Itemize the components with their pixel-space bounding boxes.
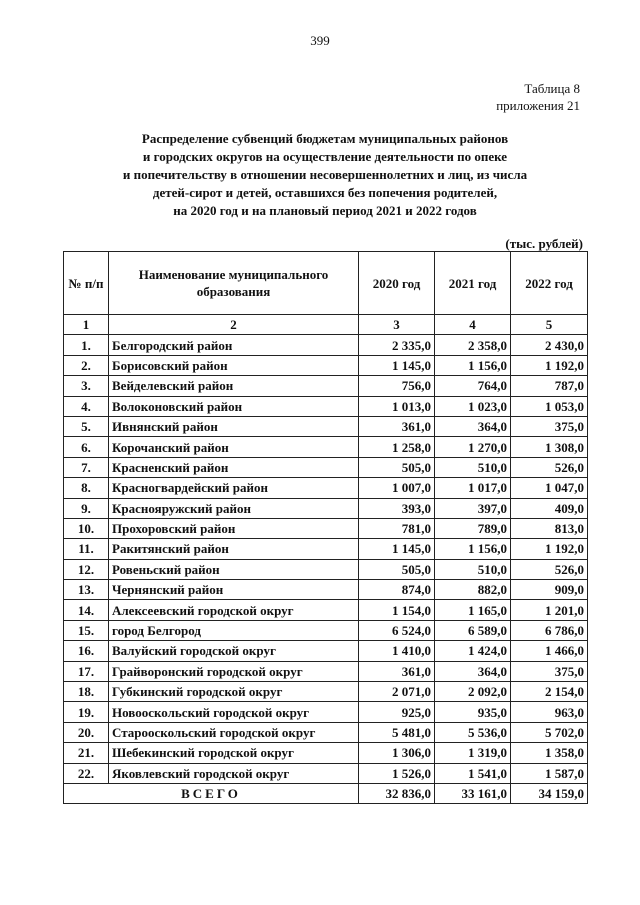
header-row [64, 252, 588, 315]
row-number: 20. [64, 722, 109, 742]
value-2020: 505,0 [359, 559, 435, 579]
value-2021: 1 023,0 [435, 396, 511, 416]
total-2021: 33 161,0 [435, 783, 511, 803]
value-2021: 1 156,0 [435, 539, 511, 559]
table-row [64, 763, 588, 783]
value-2020: 1 154,0 [359, 600, 435, 620]
municipality-name: Ракитянский район [109, 539, 359, 559]
value-2021: 1 017,0 [435, 478, 511, 498]
table-row [64, 355, 588, 375]
municipality-name: Яковлевский городской округ [109, 763, 359, 783]
table-label [496, 80, 580, 114]
title-line: и попечительству в отношении несовершеннолетних и лиц, из числа [122, 167, 528, 182]
value-2020: 781,0 [359, 518, 435, 538]
municipality-name: Краснояружский район [109, 498, 359, 518]
row-number: 21. [64, 743, 109, 763]
table-label-line1: Таблица 8 [524, 81, 580, 96]
table-row [64, 559, 588, 579]
value-2020: 1 306,0 [359, 743, 435, 763]
value-2022: 1 466,0 [511, 641, 588, 661]
row-number: 2. [64, 355, 109, 375]
value-2021: 510,0 [435, 559, 511, 579]
value-2022: 1 358,0 [511, 743, 588, 763]
row-number: 17. [64, 661, 109, 681]
value-2020: 393,0 [359, 498, 435, 518]
row-number: 9. [64, 498, 109, 518]
header-2022: 2022 год [511, 252, 588, 315]
municipality-name: Белгородский район [109, 335, 359, 355]
value-2022: 909,0 [511, 580, 588, 600]
value-2020: 2 071,0 [359, 682, 435, 702]
total-2020: 32 836,0 [359, 783, 435, 803]
municipality-name: Красногвардейский район [109, 478, 359, 498]
value-2020: 1 410,0 [359, 641, 435, 661]
table-row [64, 396, 588, 416]
value-2020: 361,0 [359, 661, 435, 681]
municipality-name: Ровеньский район [109, 559, 359, 579]
value-2022: 526,0 [511, 559, 588, 579]
value-2020: 6 524,0 [359, 620, 435, 640]
row-number: 1. [64, 335, 109, 355]
title-line: детей-сирот и детей, оставшихся без попечения родителей, [152, 185, 498, 200]
value-2022: 409,0 [511, 498, 588, 518]
municipality-name: Грайворонский городской округ [109, 661, 359, 681]
value-2020: 925,0 [359, 702, 435, 722]
document-title [60, 130, 590, 220]
table-row [64, 682, 588, 702]
title-line: и городских округов на осуществление деятельности по опеке [142, 149, 508, 164]
value-2022: 1 192,0 [511, 539, 588, 559]
header-2020: 2020 год [359, 252, 435, 315]
value-2020: 5 481,0 [359, 722, 435, 742]
value-2022: 963,0 [511, 702, 588, 722]
table-row [64, 376, 588, 396]
value-2020: 1 013,0 [359, 396, 435, 416]
value-2020: 756,0 [359, 376, 435, 396]
value-2021: 5 536,0 [435, 722, 511, 742]
table-row [64, 722, 588, 742]
row-number: 10. [64, 518, 109, 538]
value-2020: 1 145,0 [359, 355, 435, 375]
municipality-name: Борисовский район [109, 355, 359, 375]
value-2021: 364,0 [435, 661, 511, 681]
value-2021: 882,0 [435, 580, 511, 600]
municipality-name: Красненский район [109, 457, 359, 477]
value-2020: 2 335,0 [359, 335, 435, 355]
value-2021: 1 424,0 [435, 641, 511, 661]
row-number: 12. [64, 559, 109, 579]
row-number: 15. [64, 620, 109, 640]
table-row [64, 437, 588, 457]
value-2020: 874,0 [359, 580, 435, 600]
row-number: 13. [64, 580, 109, 600]
table-row [64, 457, 588, 477]
row-number: 11. [64, 539, 109, 559]
table-row [64, 702, 588, 722]
value-2022: 526,0 [511, 457, 588, 477]
value-2020: 1 526,0 [359, 763, 435, 783]
value-2022: 375,0 [511, 661, 588, 681]
municipality-name: Старооскольский городской округ [109, 722, 359, 742]
table-label-line2: приложения 21 [496, 98, 580, 113]
value-2022: 375,0 [511, 416, 588, 436]
row-number: 16. [64, 641, 109, 661]
subsidies-table [63, 251, 588, 804]
table-row [64, 335, 588, 355]
municipality-name: Корочанский район [109, 437, 359, 457]
value-2021: 1 319,0 [435, 743, 511, 763]
value-2022: 2 154,0 [511, 682, 588, 702]
municipality-name: Прохоровский район [109, 518, 359, 538]
header-num: № п/п [64, 252, 109, 315]
table-row [64, 478, 588, 498]
table-row [64, 539, 588, 559]
value-2022: 1 047,0 [511, 478, 588, 498]
column-number: 1 [64, 315, 109, 335]
table-row [64, 743, 588, 763]
value-2022: 813,0 [511, 518, 588, 538]
value-2021: 1 165,0 [435, 600, 511, 620]
table-row [64, 600, 588, 620]
value-2022: 1 053,0 [511, 396, 588, 416]
header-2021: 2021 год [435, 252, 511, 315]
row-number: 18. [64, 682, 109, 702]
total-2022: 34 159,0 [511, 783, 588, 803]
municipality-name: Новооскольский городской округ [109, 702, 359, 722]
column-number: 2 [109, 315, 359, 335]
value-2022: 1 587,0 [511, 763, 588, 783]
value-2022: 1 192,0 [511, 355, 588, 375]
total-label: ВСЕГО [64, 783, 359, 803]
value-2021: 1 270,0 [435, 437, 511, 457]
value-2021: 2 358,0 [435, 335, 511, 355]
municipality-name: Чернянский район [109, 580, 359, 600]
value-2022: 787,0 [511, 376, 588, 396]
value-2022: 5 702,0 [511, 722, 588, 742]
value-2021: 935,0 [435, 702, 511, 722]
column-number: 3 [359, 315, 435, 335]
value-2021: 764,0 [435, 376, 511, 396]
municipality-name: Валуйский городской округ [109, 641, 359, 661]
table-row [64, 641, 588, 661]
units-label: (тыс. рублей) [505, 236, 583, 251]
row-number: 14. [64, 600, 109, 620]
table-row [64, 620, 588, 640]
table-row [64, 498, 588, 518]
row-number: 4. [64, 396, 109, 416]
municipality-name: город Белгород [109, 620, 359, 640]
table-row [64, 661, 588, 681]
value-2021: 6 589,0 [435, 620, 511, 640]
value-2021: 1 156,0 [435, 355, 511, 375]
column-numbers-row [64, 315, 588, 335]
header-name: Наименование муниципального образования [109, 252, 359, 315]
table-row [64, 518, 588, 538]
value-2021: 364,0 [435, 416, 511, 436]
municipality-name: Шебекинский городской округ [109, 743, 359, 763]
municipality-name: Губкинский городской округ [109, 682, 359, 702]
table-row [64, 416, 588, 436]
value-2021: 789,0 [435, 518, 511, 538]
value-2020: 505,0 [359, 457, 435, 477]
value-2020: 361,0 [359, 416, 435, 436]
municipality-name: Волоконовский район [109, 396, 359, 416]
table-row [64, 580, 588, 600]
column-number: 5 [511, 315, 588, 335]
title-line: Распределение субвенций бюджетам муниципальных районов [141, 131, 509, 146]
value-2021: 397,0 [435, 498, 511, 518]
value-2022: 6 786,0 [511, 620, 588, 640]
value-2022: 1 201,0 [511, 600, 588, 620]
value-2020: 1 145,0 [359, 539, 435, 559]
value-2021: 1 541,0 [435, 763, 511, 783]
value-2022: 1 308,0 [511, 437, 588, 457]
page-number: 399 [310, 33, 330, 48]
row-number: 7. [64, 457, 109, 477]
value-2020: 1 258,0 [359, 437, 435, 457]
municipality-name: Ивнянский район [109, 416, 359, 436]
title-line: на 2020 год и на плановый период 2021 и 2022 годов [173, 203, 477, 218]
municipality-name: Вейделевский район [109, 376, 359, 396]
municipality-name: Алексеевский городской округ [109, 600, 359, 620]
row-number: 19. [64, 702, 109, 722]
total-row [64, 783, 588, 803]
value-2021: 2 092,0 [435, 682, 511, 702]
row-number: 8. [64, 478, 109, 498]
value-2020: 1 007,0 [359, 478, 435, 498]
value-2021: 510,0 [435, 457, 511, 477]
row-number: 6. [64, 437, 109, 457]
row-number: 22. [64, 763, 109, 783]
column-number: 4 [435, 315, 511, 335]
value-2022: 2 430,0 [511, 335, 588, 355]
row-number: 3. [64, 376, 109, 396]
row-number: 5. [64, 416, 109, 436]
